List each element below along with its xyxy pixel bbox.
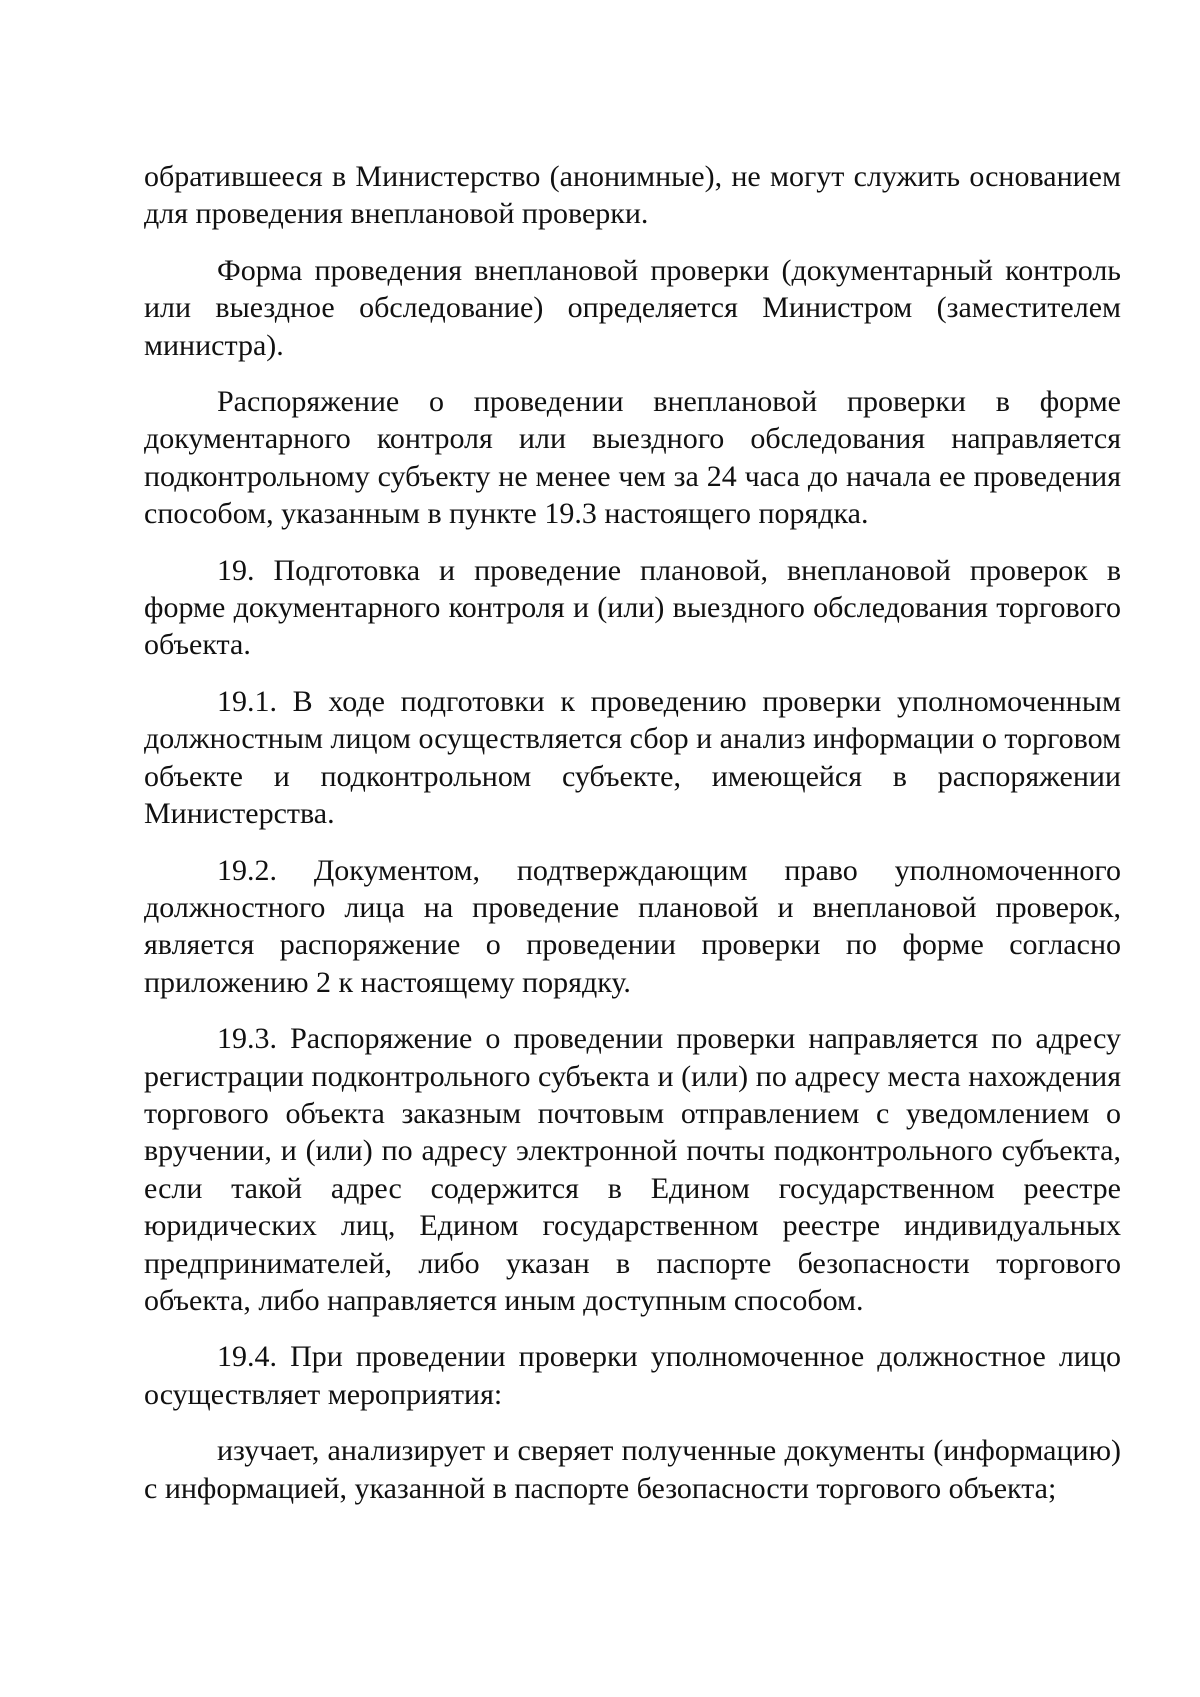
paragraph-measure-study: изучает, анализирует и сверяет полученные документы (информацию) с информацией, указанной в паспорте безопасности торгового объекта;: [144, 1434, 1121, 1505]
paragraph-section-19-4: 19.4. При проведении проверки уполномоченное должностное лицо осуществляет мероприятия:: [144, 1340, 1121, 1411]
paragraph-inspection-form: Форма проведения внеплановой проверки (документарный контроль или выездное обследование) определяется Министром (заместителем министра).: [144, 253, 1121, 362]
paragraph-section-19-1: 19.1. В ходе подготовки к проведению проверки уполномоченным должностным лицом осуществляется сбор и анализ информации о торговом объекте и подконтрольном субъекте, имеющейся в распоряжении Министерства.: [144, 684, 1122, 831]
paragraph-continuation: обратившееся в Министерство (анонимные), не могут служить основанием для проведения внеплановой проверки.: [144, 160, 1121, 231]
document-page: [144, 158, 1121, 1526]
paragraph-section-19: 19. Подготовка и проведение плановой, внеплановой проверок в форме документарного контроля и (или) выездного обследования торгового объекта.: [144, 553, 1121, 662]
paragraph-order-notice: Распоряжение о проведении внеплановой проверки в форме документарного контроля или выездного обследования направляется подконтрольному субъекту не менее чем за 24 часа до начала ее проведения способом, указанным в пункте 19.3 настоящего порядка.: [144, 385, 1121, 531]
paragraph-section-19-2: 19.2. Документом, подтверждающим право уполномоченного должностного лица на проведение плановой и внеплановой проверок, является распоряжение о проведении проверки по форме согласно приложению 2 к настоящему порядку.: [144, 853, 1121, 999]
paragraph-section-19-3: 19.3. Распоряжение о проведении проверки направляется по адресу регистрации подконтрольного субъекта и (или) по адресу места нахождения торгового объекта заказным почтовым отправлением с уведомлением о вручении, и (или) по адресу электронной почты подконтрольного субъекта, если такой адрес содержится в Едином государственном реестре юридических лиц, Едином государственном реестре индивидуальных предпринимателей, либо указан в паспорте безопасности торгового объекта, либо направляется иным доступным способом.: [144, 1022, 1121, 1317]
